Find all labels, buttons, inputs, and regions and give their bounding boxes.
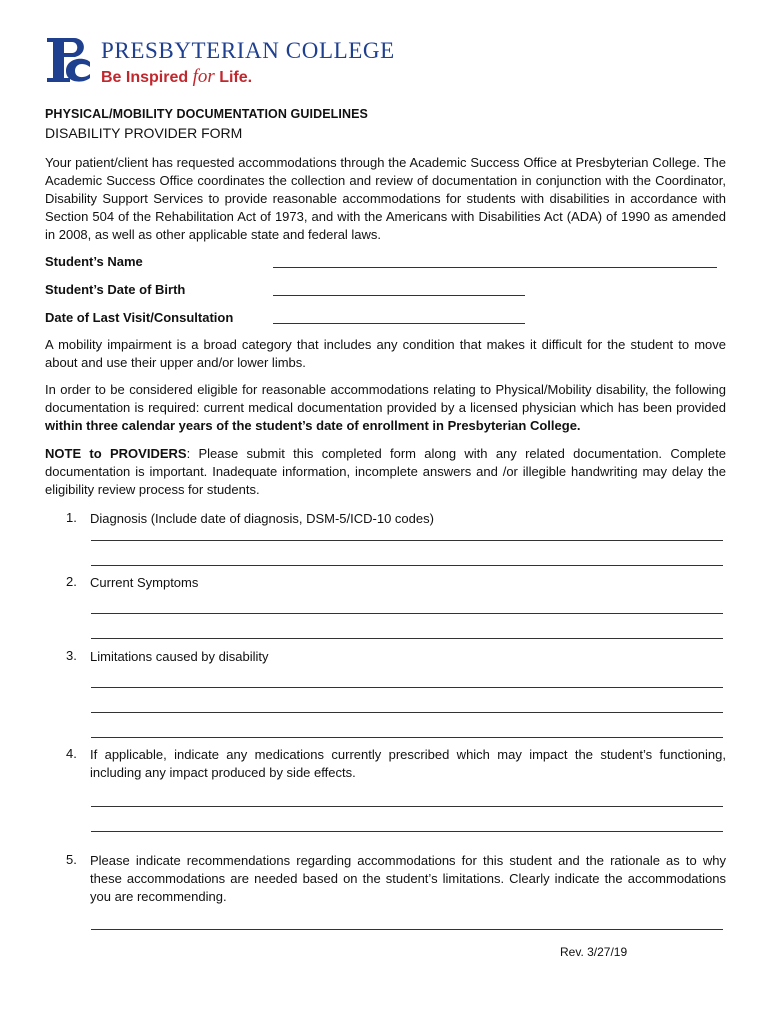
revision-date: Rev. 3/27/19: [560, 945, 628, 959]
last-visit-field[interactable]: [273, 323, 525, 324]
student-name-field[interactable]: [273, 267, 717, 268]
student-name-label: Student’s Name: [45, 254, 143, 269]
item-number: 5.: [66, 852, 77, 867]
provider-note: NOTE to PROVIDERS: Please submit this completed form along with any related documentation. Complete documentation is important. Inadequate information, incomplete answers and /or illegible handwriting may delay the eligibility review process for students.: [45, 446, 726, 497]
college-name: PRESBYTERIAN COLLEGE: [101, 38, 395, 63]
answer-line[interactable]: [91, 638, 723, 639]
answer-line[interactable]: [91, 737, 723, 738]
eligibility-paragraph: In order to be considered eligible for reasonable accommodations relating to Physical/Mobility disability, the following documentation is required: current medical documentation provided by a licensed physician which has been provided within three calendar years of the student’s date of enrollment in Presbyterian College.: [45, 382, 726, 433]
dob-label: Student’s Date of Birth: [45, 282, 186, 297]
item-symptoms: Current Symptoms: [90, 575, 199, 590]
item-number: 4.: [66, 746, 77, 761]
answer-line[interactable]: [91, 806, 723, 807]
intro-paragraph: Your patient/client has requested accommodations through the Academic Success Office at Presbyterian College. The Academic Success Office coordinates the collection and review of documentation in conjunction with the Coordinator, Disability Support Services to provide reasonable accommodations for students with disabilities in accordance with Section 504 of the Rehabilitation Act of 1973, and with the Americans with Disabilities Act (ADA) of 1990 as amended in 2008, as well as other applicable state and federal laws.: [45, 155, 726, 242]
item-diagnosis: Diagnosis (Include date of diagnosis, DSM-5/ICD-10 codes): [90, 511, 434, 526]
pc-monogram-icon: [44, 34, 92, 84]
college-tagline: Be Inspired for Life.: [101, 66, 253, 87]
item-medications: If applicable, indicate any medications currently prescribed which may impact the student’s functioning, including any impact produced by side effects.: [90, 747, 726, 780]
answer-line[interactable]: [91, 540, 723, 541]
answer-line[interactable]: [91, 831, 723, 832]
item-number: 2.: [66, 574, 77, 589]
mobility-definition: A mobility impairment is a broad category that includes any condition that makes it difficult for the student to move about and use their upper and/or lower limbs.: [45, 337, 726, 370]
form-subtitle: DISABILITY PROVIDER FORM: [45, 125, 243, 141]
item-recommendations: Please indicate recommendations regarding accommodations for this student and the rationale as to why these accommodations are needed based on the student’s limitations. Clearly indicate the accommodations you are recommending.: [90, 853, 726, 904]
answer-line[interactable]: [91, 687, 723, 688]
item-number: 3.: [66, 648, 77, 663]
item-number: 1.: [66, 510, 77, 525]
college-logo: [44, 34, 395, 90]
item-limitations: Limitations caused by disability: [90, 649, 269, 664]
dob-field[interactable]: [273, 295, 525, 296]
answer-line[interactable]: [91, 929, 723, 930]
answer-line[interactable]: [91, 565, 723, 566]
form-title: PHYSICAL/MOBILITY DOCUMENTATION GUIDELINES: [45, 107, 368, 121]
answer-line[interactable]: [91, 613, 723, 614]
last-visit-label: Date of Last Visit/Consultation: [45, 310, 234, 325]
answer-line[interactable]: [91, 712, 723, 713]
